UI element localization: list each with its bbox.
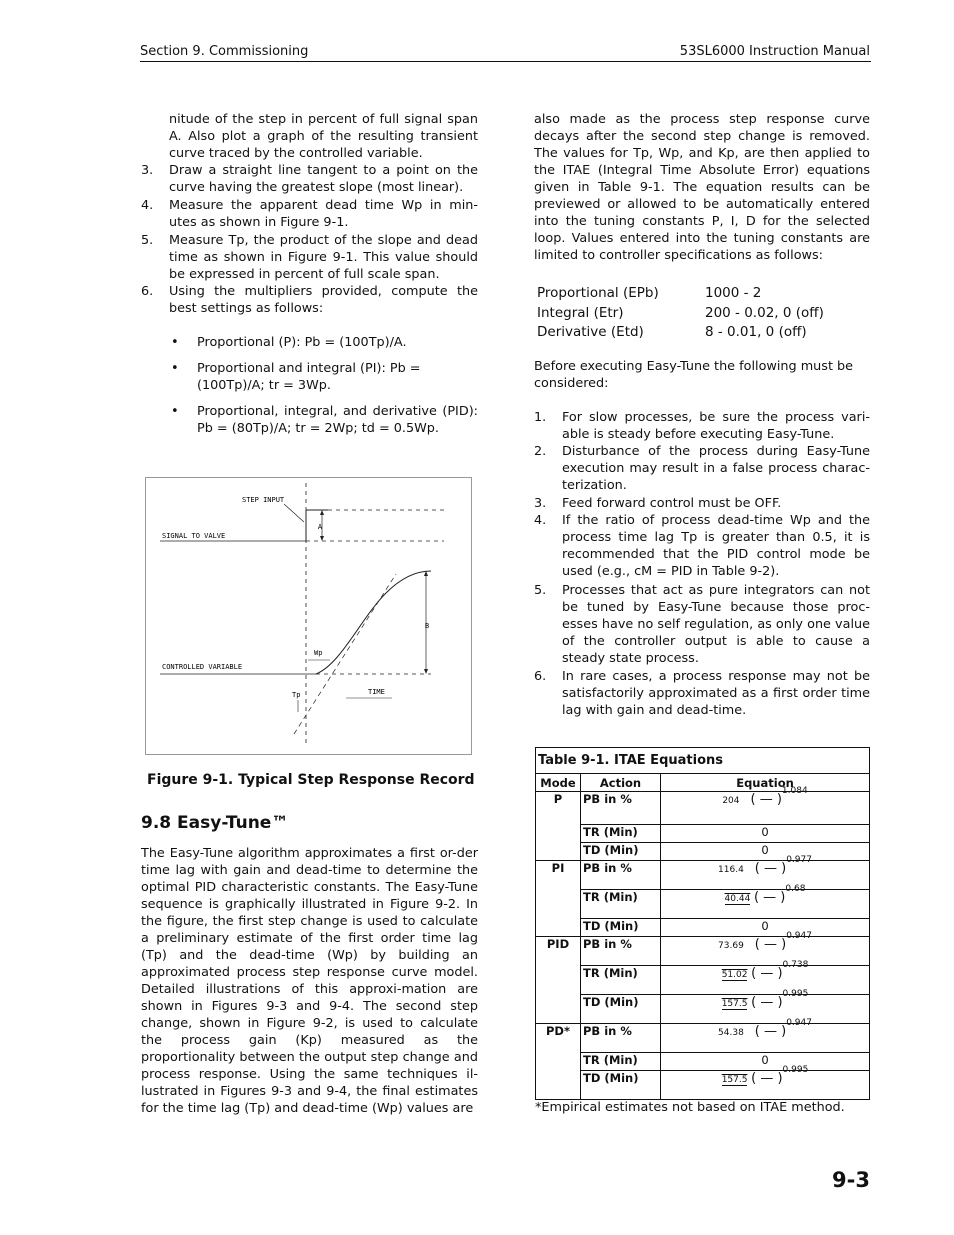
equation-exponent: 0.738 [782,960,809,970]
label-controlled-variable: CONTROLLED VARIABLE [162,663,243,671]
bullet-dot: • [171,361,179,376]
spec-label: Proportional (EPb) [537,285,659,301]
equation-cell: 73.69 ( — )$^{0.947}$ [661,937,870,966]
response-curve [316,571,431,674]
table-footnote: *Empirical estimates not based on ITAE method. [535,1100,845,1115]
action-cell: TD (Min) [581,1071,661,1100]
consideration-number: 5. [534,583,547,598]
consideration-text: Processes that act as pure integrators can not be tuned by Easy-Tune because those proc-esses have no self regulation, as only one value of the controller output is able to cause a steady state process. [562,583,870,666]
equation-cell: 0 [661,919,870,937]
bullet-item: Proportional (P): Pb = (100Tp)/A. [197,335,407,350]
action-cell: PB in % [581,792,661,825]
action-cell: TR (Min) [581,890,661,919]
equation-coefficient: 204 [722,796,740,806]
consideration-number: 4. [534,513,547,528]
spec-label: Derivative (Etd) [537,324,644,340]
equation-coefficient: 116.4 [718,865,744,875]
spec-label: Integral (Etr) [537,305,624,321]
header-manual-title: 53SL6000 Instruction Manual [679,44,870,59]
table-header-action: Action [581,774,661,792]
table-title: Table 9-1. ITAE Equations [536,748,870,774]
equation-cell: 51.02 ( — )$^{0.738}$ [661,966,870,995]
equation-coefficient: 54.38 [718,1028,744,1038]
consideration-number: 6. [534,669,547,684]
action-cell: PB in % [581,861,661,890]
consideration-text: If the ratio of process dead-time Wp and the process time lag Tp is greater than 0.5, it is recommended that the PID control mode be used (e.g., cM = PID in Table 9-2). [562,513,870,579]
tangent-line [294,574,396,734]
action-cell: PB in % [581,1024,661,1053]
arrow-head-icon [320,536,324,541]
label-step-input: STEP INPUT [242,496,285,504]
arrow-head-icon [320,510,324,515]
equation-exponent: 0.947 [786,931,812,941]
equation-coefficient: 51.02 [721,970,748,980]
step-intro-continued: nitude of the step in percent of full signal span A. Also plot a graph of the resulting transient curve traced by the controlled variable. [169,112,478,161]
equation-cell: 204 ( — )$^{1.084}$ [661,792,870,825]
equation-cell: 0 [661,843,870,861]
spec-value: 1000 - 2 [705,285,762,301]
spec-value: 200 - 0.02, 0 (off) [705,305,824,321]
label-signal-to-valve: SIGNAL TO VALVE [162,532,226,540]
bullet-dot: • [171,335,179,350]
equation-coefficient: 157.5 [721,999,748,1009]
mode-cell: P [536,792,581,861]
step-text: Using the multipliers provided, compute the best settings as follows: [169,284,478,316]
equation-exponent: 0.995 [782,989,809,999]
step-number: 4. [141,198,154,213]
step-text: Draw a straight line tangent to a point on the curve having the greatest slope (most linear). [169,163,478,195]
step-response-diagram [146,478,471,754]
action-cell: TD (Min) [581,843,661,861]
before-executing-paragraph: Before executing Easy-Tune the following must be considered: [534,359,854,391]
header-rule [140,61,871,62]
equation-cell: 157.5 ( — )$^{0.995}$ [661,1071,870,1100]
label-a: A [317,523,323,531]
bullet-item: Proportional and integral (PI): Pb = (100Tp)/A; tr = 3Wp. [197,361,421,393]
table-header-equation: Equation [661,774,870,792]
page-number: 9-3 [832,1168,870,1192]
action-cell: PB in % [581,937,661,966]
consideration-text: In rare cases, a process response may not be satisfactorily approximated as a first order time lag with gain and dead-time. [562,669,870,718]
label-wp: Wp [314,649,323,657]
action-cell: TD (Min) [581,919,661,937]
step-response-figure [145,477,472,755]
bullet-item: Proportional, integral, and derivative (PID): Pb = (80Tp)/A; tr = 2Wp; td = 0.5Wp. [197,404,478,436]
equation-coefficient: 40.44 [724,894,751,904]
table-header-mode: Mode [536,774,581,792]
action-cell: TR (Min) [581,825,661,843]
label-b: B [424,622,430,630]
consideration-number: 1. [534,410,547,425]
consideration-text: Feed forward control must be OFF. [562,496,782,511]
equation-cell: 157.5 ( — )$^{0.995}$ [661,995,870,1024]
equation-coefficient: 157.5 [721,1075,748,1085]
equation-cell: 0 [661,825,870,843]
step-input-leader [284,504,304,522]
step-number: 6. [141,284,154,299]
equation-cell: 116.4 ( — )$^{0.977}$ [661,861,870,890]
label-time: TIME [368,688,385,696]
step-number: 3. [141,163,154,178]
equation-exponent: 0.68 [785,884,806,894]
section-title: 9.8 Easy-Tune™ [141,813,289,833]
action-cell: TR (Min) [581,966,661,995]
consideration-text: For slow processes, be sure the process vari-able is steady before executing Easy-Tune. [562,410,870,442]
equation-cell: 54.38 ( — )$^{0.947}$ [661,1024,870,1053]
step-text: Measure Tp, the product of the slope and dead time as shown in Figure 9-1. This value should be expressed in percent of full scale span. [169,233,478,282]
right-intro-paragraph: also made as the process step response curve decays after the second step change is removed. The values for Tp, Wp, and Kp, are then applied to the ITAE (Integral Time Absolute Error) equations given in Table 9-1. The equation results can be previewed or allowed to be automatically entered into the tuning constants P, I, D for the selected loop. Values entered into the tuning constants are limited to controller specifications as follows: [534,112,870,263]
label-tp: Tp [292,691,301,699]
mode-cell: PD* [536,1024,581,1100]
equation-coefficient: 73.69 [718,941,744,951]
action-cell: TD (Min) [581,995,661,1024]
figure-caption: Figure 9-1. Typical Step Response Record [147,772,475,788]
itae-equations-table [535,747,870,1100]
step-text: Measure the apparent dead time Wp in min-utes as shown in Figure 9-1. [169,198,478,230]
spec-value: 8 - 0.01, 0 (off) [705,324,807,340]
equation-exponent: 1.084 [781,786,808,796]
equation-exponent: 0.947 [786,1018,812,1028]
equation-cell: 0 [661,1053,870,1071]
equation-exponent: 0.977 [786,855,812,865]
mode-cell: PI [536,861,581,937]
step-number: 5. [141,233,154,248]
consideration-text: Disturbance of the process during Easy-Tune execution may result in a false process charac-terization. [562,444,870,493]
bullet-dot: • [171,404,179,419]
arrow-head-icon [424,669,428,674]
mode-cell: PID [536,937,581,1024]
equation-exponent: 0.995 [782,1065,809,1075]
action-cell: TR (Min) [581,1053,661,1071]
easy-tune-paragraph: The Easy-Tune algorithm approximates a first or-der time lag with gain and dead-time to determine the optimal PID characteristic constants. The Easy-Tune sequence is graphically illustrated in Figure 9-2. In the figure, the first step change is used to calculate a preliminary estimate of the first order time lag (Tp) and the dead-time (Wp) by building an approximated process step response curve model. Detailed illustrations of this approxi-mation are shown in Figures 9-3 and 9-4. The second step change, shown in Figure 9-2, is used to calculate the process gain (Kp) measured as the proportionality between the output step change and process response. Using the same techniques il-lustrated in Figures 9-3 and 9-4, the final estimates for the time lag (Tp) and dead-time (Wp) values are [141,846,478,1116]
consideration-number: 2. [534,444,547,459]
header-section: Section 9. Commissioning [140,44,309,59]
equation-cell: 40.44 ( — )$^{0.68}$ [661,890,870,919]
consideration-number: 3. [534,496,547,511]
